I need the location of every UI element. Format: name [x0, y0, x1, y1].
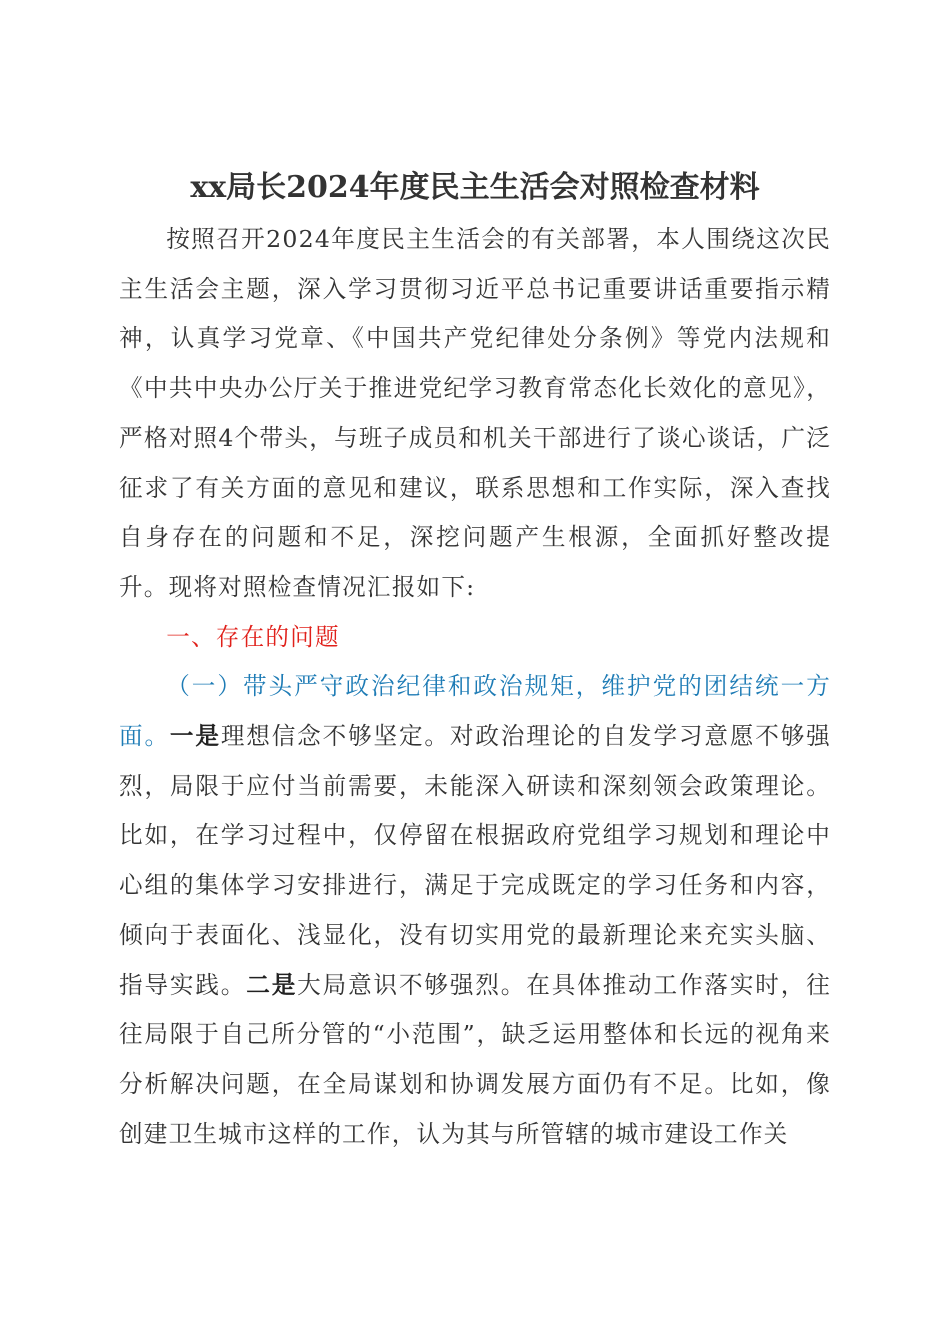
- subsection-paragraph: [119, 662, 831, 1159]
- document-body: [119, 215, 831, 1159]
- subsection-heading-political-discipline: （一）带头严守政治纪律和政治规矩，维护党的团结统一方面。: [119, 672, 831, 751]
- point-1-text: 理想信念不够坚定。对政治理论的自发学习意愿不够强烈，局限于应付当前需要，未能深入研读和深刻领会政策理论。比如，在学习过程中，仅停留在根据政府党组学习规划和理论中心组的集体学习安排进行，满足于完成既定的学习任务和内容，倾向于表面化、浅显化，没有切实用党的最新理论来充实头脑、指导实践。: [119, 722, 831, 999]
- intro-paragraph: 按照召开2024年度民主生活会的有关部署，本人围绕这次民主生活会主题，深入学习贯彻习近平总书记重要讲话重要指示精神，认真学习党章、《中国共产党纪律处分条例》等党内法规和《中共中央办公厅关于推进党纪学习教育常态化长效化的意见》，严格对照4个带头，与班子成员和机关干部进行了谈心谈话，广泛征求了有关方面的意见和建议，联系思想和工作实际，深入查找自身存在的问题和不足，深挖问题产生根源，全面抓好整改提升。现将对照检查情况汇报如下:: [119, 225, 831, 601]
- document-title: xx局长2024年度民主生活会对照检查材料: [190, 170, 760, 205]
- section-heading-problems: 一、存在的问题: [166, 622, 340, 651]
- point-2-text: 大局意识不够强烈。在具体推动工作落实时，往往局限于自己所分管的“小范围”，缺乏运用整体和长远的视角来分析解决问题，在全局谋划和协调发展方面仍有不足。比如，像创建卫生城市这样的工作，认为其与所管辖的城市建设工作关: [119, 970, 831, 1148]
- point-2-lead: 二是: [246, 970, 298, 999]
- point-1-lead: 一是: [169, 722, 221, 751]
